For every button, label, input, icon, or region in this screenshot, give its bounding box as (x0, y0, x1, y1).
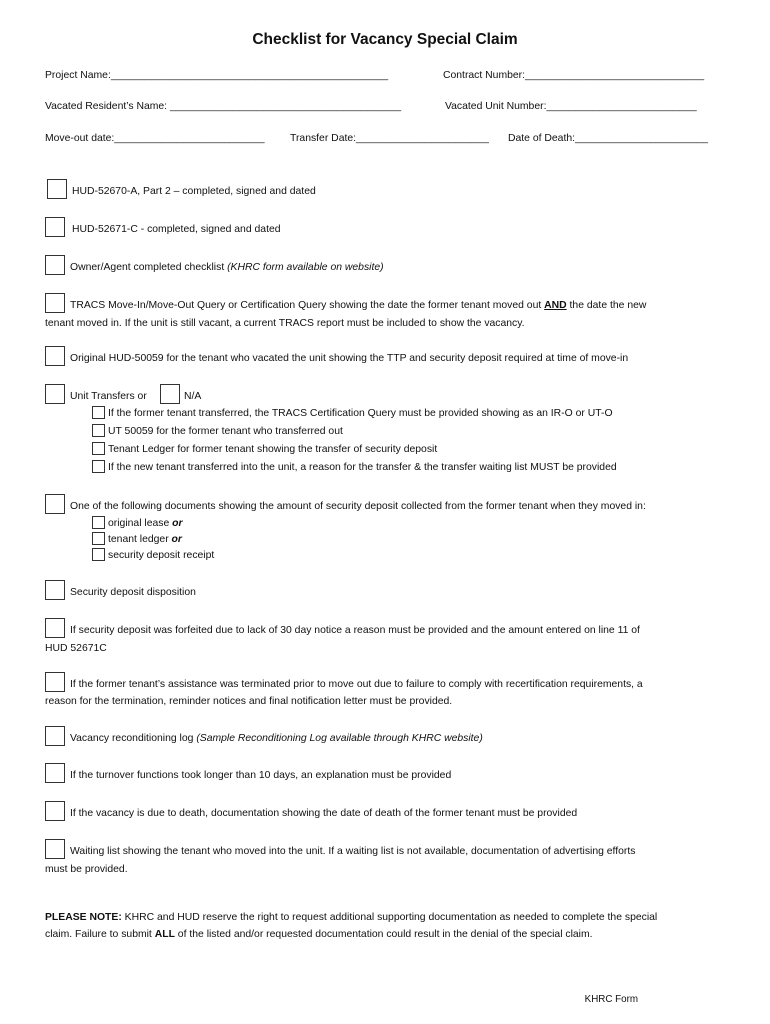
item-original-lease (108, 515, 183, 532)
item-security-deposit-docs: One of the following documents showing the amount of security deposit collected from the former tenant when they moved in: (70, 501, 646, 512)
checkbox-original-50059[interactable] (45, 346, 65, 366)
item-owner-checklist (70, 259, 384, 276)
please-note-continued (45, 926, 593, 943)
item-tenant-ledger-or: or (171, 534, 182, 545)
item-deposit-receipt: security deposit receipt (108, 550, 215, 561)
item-transfer-tracs: If the former tenant transferred, the TRACS Certification Query must be provided showing as an IR-O or UT-O (108, 408, 613, 419)
checkbox-death-documentation[interactable] (45, 801, 65, 821)
checkbox-turnover-explanation[interactable] (45, 763, 65, 783)
project-name-field[interactable]: Project Name:________________________________________________ (45, 70, 389, 81)
please-note (45, 909, 657, 926)
please-note-text-2: claim. Failure to submit (45, 929, 155, 940)
item-tracs-query (70, 297, 646, 314)
footer-form-label: KHRC Form (584, 994, 638, 1005)
please-note-all: ALL (154, 929, 175, 940)
checkbox-unit-transfers-na[interactable] (160, 384, 180, 404)
move-out-date-field[interactable]: Move-out date:__________________________ (45, 133, 265, 144)
item-original-lease-text: original lease (108, 518, 173, 529)
item-waiting-list-continued: must be provided. (45, 864, 128, 875)
item-death-documentation: If the vacancy is due to death, documentation showing the date of death of the former tenant must be provided (70, 808, 578, 819)
item-assistance-terminated: If the former tenant’s assistance was terminated prior to move out due to failure to comply with recertification requirements, a (70, 679, 643, 690)
checkbox-security-deposit-docs[interactable] (45, 494, 65, 514)
item-unit-transfers: Unit Transfers or (70, 391, 147, 402)
contract-number-field[interactable]: Contract Number:_______________________________ (443, 70, 705, 81)
item-waiting-list: Waiting list showing the tenant who moved into the unit. If a waiting list is not available, documentation of advertising efforts (70, 846, 636, 857)
item-transfer-new-tenant: If the new tenant transferred into the unit, a reason for the transfer & the transfer waiting list MUST be provided (108, 462, 617, 473)
item-reconditioning-log-note: (Sample Reconditioning Log available through KHRC website) (196, 733, 483, 744)
please-note-text-3: of the listed and/or requested documentation could result in the denial of the special claim. (174, 929, 593, 940)
item-assistance-terminated-continued: reason for the termination, reminder notices and final notification letter must be provided. (45, 696, 453, 707)
checkbox-transfer-tracs[interactable] (92, 406, 105, 419)
item-tracs-query-continued: tenant moved in. If the unit is still vacant, a current TRACS report must be included to show the vacancy. (45, 318, 525, 329)
checkbox-deposit-disposition[interactable] (45, 580, 65, 600)
item-owner-checklist-note: (KHRC form available on website) (227, 262, 384, 273)
checkbox-reconditioning-log[interactable] (45, 726, 65, 746)
page-title: Checklist for Vacancy Special Claim (252, 31, 518, 48)
checkbox-tracs-query[interactable] (45, 293, 65, 313)
unit-number-field[interactable]: Vacated Unit Number:__________________________ (445, 101, 697, 112)
please-note-text: KHRC and HUD reserve the right to request additional supporting documentation as needed to complete the special (121, 912, 658, 923)
item-hud-52671c: HUD-52671-C - completed, signed and dated (72, 224, 281, 235)
item-tracs-query-and: AND (544, 300, 567, 311)
resident-name-field[interactable]: Vacated Resident’s Name: ________________________________________ (45, 101, 402, 112)
checkbox-owner-checklist[interactable] (45, 255, 65, 275)
item-tracs-query-text: TRACS Move-In/Move-Out Query or Certification Query showing the date the former tenant moved out (70, 300, 545, 311)
item-tenant-ledger (108, 531, 182, 548)
checkbox-tenant-ledger[interactable] (92, 532, 105, 545)
checkbox-waiting-list[interactable] (45, 839, 65, 859)
checkbox-original-lease[interactable] (92, 516, 105, 529)
item-original-50059: Original HUD-50059 for the tenant who vacated the unit showing the TTP and security deposit required at time of move-in (70, 353, 629, 364)
item-deposit-disposition: Security deposit disposition (70, 587, 196, 598)
checkbox-deposit-forfeited[interactable] (45, 618, 65, 638)
checkbox-assistance-terminated[interactable] (45, 672, 65, 692)
item-owner-checklist-text: Owner/Agent completed checklist (70, 262, 228, 273)
transfer-date-field[interactable]: Transfer Date:_______________________ (290, 133, 489, 144)
checkbox-transfer-ut50059[interactable] (92, 424, 105, 437)
item-reconditioning-log (70, 730, 483, 747)
checkbox-transfer-ledger[interactable] (92, 442, 105, 455)
item-turnover-explanation: If the turnover functions took longer than 10 days, an explanation must be provided (70, 770, 452, 781)
item-deposit-forfeited-continued: HUD 52671C (45, 643, 107, 654)
checkbox-hud-52670a[interactable] (47, 179, 67, 199)
checkbox-unit-transfers[interactable] (45, 384, 65, 404)
please-note-label: PLEASE NOTE: (45, 912, 122, 923)
item-reconditioning-log-text: Vacancy reconditioning log (70, 733, 197, 744)
item-tenant-ledger-text: tenant ledger (108, 534, 172, 545)
item-tracs-query-text-2: the date the new (566, 300, 647, 311)
item-hud-52670a: HUD-52670-A, Part 2 – completed, signed and dated (72, 186, 316, 197)
item-transfer-ut50059: UT 50059 for the former tenant who transferred out (108, 426, 343, 437)
checkbox-transfer-new-tenant[interactable] (92, 460, 105, 473)
item-transfer-ledger: Tenant Ledger for former tenant showing the transfer of security deposit (108, 444, 438, 455)
date-of-death-field[interactable]: Date of Death:_______________________ (508, 133, 708, 144)
item-unit-transfers-na: N/A (184, 391, 202, 402)
item-original-lease-or: or (172, 518, 183, 529)
checkbox-deposit-receipt[interactable] (92, 548, 105, 561)
checkbox-hud-52671c[interactable] (45, 217, 65, 237)
item-deposit-forfeited: If security deposit was forfeited due to lack of 30 day notice a reason must be provided and the amount entered on line 11 of (70, 625, 640, 636)
